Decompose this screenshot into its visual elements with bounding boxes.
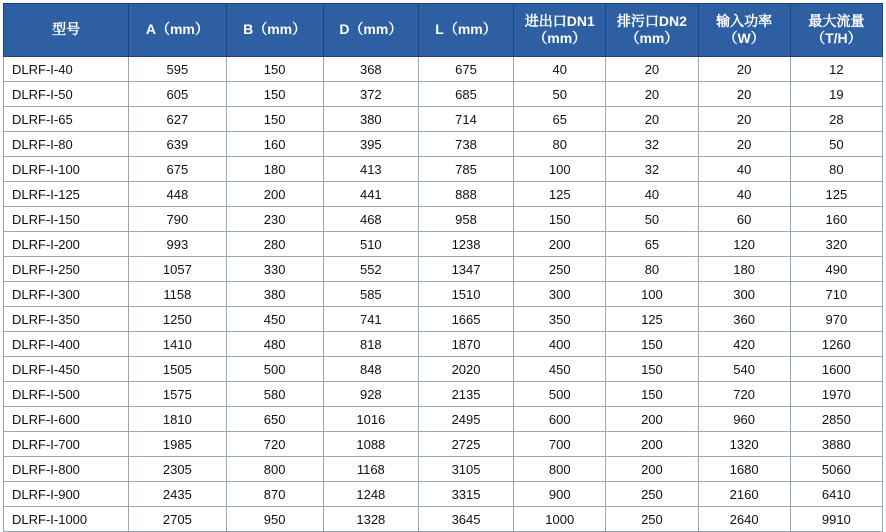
cell-value: 1410 [129,332,226,357]
column-header-line: 最大流量 [808,12,865,29]
table-row [4,382,883,407]
cell-value: 468 [323,207,418,232]
cell-value: 500 [226,357,323,382]
cell-value: 100 [606,282,698,307]
cell-value: 900 [514,482,606,507]
cell-value: 20 [606,107,698,132]
cell-value: 150 [606,332,698,357]
cell-value: 714 [418,107,513,132]
table-row [4,157,883,182]
cell-value: 675 [418,57,513,82]
cell-value: 1260 [790,332,882,357]
table-row [4,107,883,132]
cell-value: 40 [514,57,606,82]
cell-value: 20 [698,57,790,82]
cell-value: 685 [418,82,513,107]
cell-value: 300 [514,282,606,307]
cell-model: DLRF-I-200 [4,232,129,257]
column-header-line: 型号 [52,21,81,38]
cell-value: 180 [226,157,323,182]
cell-value: 605 [129,82,226,107]
cell-value: 960 [698,407,790,432]
cell-value: 650 [226,407,323,432]
cell-value: 50 [790,132,882,157]
cell-model: DLRF-I-50 [4,82,129,107]
cell-value: 585 [323,282,418,307]
cell-value: 120 [698,232,790,257]
cell-model: DLRF-I-600 [4,407,129,432]
cell-value: 450 [514,357,606,382]
cell-value: 320 [790,232,882,257]
cell-value: 595 [129,57,226,82]
table-row [4,357,883,382]
column-header-8 [790,4,882,57]
cell-value: 675 [129,157,226,182]
cell-value: 1970 [790,382,882,407]
column-header-1 [129,4,226,57]
cell-value: 490 [790,257,882,282]
cell-value: 80 [606,257,698,282]
cell-value: 3880 [790,432,882,457]
cell-value: 420 [698,332,790,357]
cell-value: 100 [514,157,606,182]
cell-value: 580 [226,382,323,407]
cell-value: 2020 [418,357,513,382]
cell-value: 400 [514,332,606,357]
cell-value: 3315 [418,482,513,507]
cell-value: 1248 [323,482,418,507]
table-row [4,457,883,482]
cell-value: 150 [606,382,698,407]
cell-value: 200 [226,182,323,207]
cell-value: 2850 [790,407,882,432]
cell-value: 2160 [698,482,790,507]
cell-value: 60 [698,207,790,232]
cell-value: 970 [790,307,882,332]
cell-model: DLRF-I-100 [4,157,129,182]
cell-value: 1320 [698,432,790,457]
column-header-6 [606,4,698,57]
cell-value: 720 [226,432,323,457]
cell-value: 1016 [323,407,418,432]
cell-value: 200 [514,232,606,257]
cell-value: 2435 [129,482,226,507]
cell-value: 80 [790,157,882,182]
cell-value: 993 [129,232,226,257]
cell-value: 958 [418,207,513,232]
cell-value: 150 [226,57,323,82]
cell-value: 888 [418,182,513,207]
cell-value: 818 [323,332,418,357]
cell-value: 150 [226,107,323,132]
cell-model: DLRF-I-1000 [4,507,129,532]
cell-value: 125 [514,182,606,207]
cell-value: 552 [323,257,418,282]
cell-model: DLRF-I-80 [4,132,129,157]
cell-value: 12 [790,57,882,82]
cell-value: 540 [698,357,790,382]
cell-value: 20 [606,57,698,82]
cell-value: 250 [606,482,698,507]
cell-value: 395 [323,132,418,157]
cell-model: DLRF-I-150 [4,207,129,232]
cell-value: 6410 [790,482,882,507]
cell-model: DLRF-I-350 [4,307,129,332]
cell-model: DLRF-I-500 [4,382,129,407]
cell-value: 1238 [418,232,513,257]
cell-value: 65 [514,107,606,132]
table-header [4,4,883,57]
table-row [4,332,883,357]
column-header-4 [418,4,513,57]
cell-value: 1057 [129,257,226,282]
column-header-line: 排污口DN2 [616,12,687,29]
cell-value: 250 [606,507,698,532]
cell-value: 9910 [790,507,882,532]
cell-value: 80 [514,132,606,157]
table-row [4,232,883,257]
cell-value: 800 [514,457,606,482]
cell-value: 2725 [418,432,513,457]
cell-value: 3645 [418,507,513,532]
table-body [4,57,883,532]
column-header-line: 进出口DN1 [524,12,595,29]
table-row [4,82,883,107]
column-header-line: A（mm） [145,21,209,38]
cell-model: DLRF-I-250 [4,257,129,282]
cell-value: 40 [606,182,698,207]
cell-value: 330 [226,257,323,282]
cell-value: 50 [606,207,698,232]
cell-value: 1328 [323,507,418,532]
cell-value: 250 [514,257,606,282]
cell-value: 125 [790,182,882,207]
column-header-line: （T/H） [811,30,862,46]
cell-value: 448 [129,182,226,207]
column-header-line: 输入功率 [716,12,773,29]
cell-value: 125 [606,307,698,332]
cell-value: 2705 [129,507,226,532]
cell-value: 200 [606,457,698,482]
cell-value: 372 [323,82,418,107]
column-header-line: （W） [723,30,765,46]
table-row [4,257,883,282]
cell-model: DLRF-I-125 [4,182,129,207]
cell-value: 510 [323,232,418,257]
cell-value: 1168 [323,457,418,482]
cell-value: 790 [129,207,226,232]
cell-value: 200 [606,432,698,457]
cell-value: 350 [514,307,606,332]
cell-value: 380 [226,282,323,307]
cell-value: 1985 [129,432,226,457]
cell-value: 848 [323,357,418,382]
cell-value: 3105 [418,457,513,482]
cell-value: 1250 [129,307,226,332]
cell-value: 20 [698,82,790,107]
cell-value: 150 [226,82,323,107]
cell-value: 2495 [418,407,513,432]
cell-value: 2135 [418,382,513,407]
column-header-2 [226,4,323,57]
cell-value: 65 [606,232,698,257]
cell-value: 950 [226,507,323,532]
cell-value: 720 [698,382,790,407]
column-header-3 [323,4,418,57]
cell-value: 1810 [129,407,226,432]
cell-value: 150 [606,357,698,382]
cell-value: 1505 [129,357,226,382]
cell-value: 2640 [698,507,790,532]
cell-value: 1575 [129,382,226,407]
table-row [4,182,883,207]
cell-value: 200 [606,407,698,432]
cell-value: 450 [226,307,323,332]
cell-value: 5060 [790,457,882,482]
column-header-0 [4,4,129,57]
column-header-line: B（mm） [243,21,307,38]
cell-value: 230 [226,207,323,232]
column-header-line: L（mm） [435,21,497,38]
column-header-line: （mm） [533,30,587,46]
cell-value: 700 [514,432,606,457]
cell-model: DLRF-I-800 [4,457,129,482]
cell-model: DLRF-I-300 [4,282,129,307]
cell-value: 160 [226,132,323,157]
table-row [4,207,883,232]
table-header-row [4,4,883,57]
specification-table [3,3,883,532]
column-header-line: D（mm） [339,21,403,38]
cell-value: 40 [698,182,790,207]
cell-value: 360 [698,307,790,332]
cell-value: 50 [514,82,606,107]
table-row [4,407,883,432]
cell-value: 1158 [129,282,226,307]
table-row [4,132,883,157]
cell-value: 1510 [418,282,513,307]
cell-value: 480 [226,332,323,357]
cell-value: 180 [698,257,790,282]
cell-value: 928 [323,382,418,407]
cell-model: DLRF-I-65 [4,107,129,132]
cell-value: 40 [698,157,790,182]
cell-value: 441 [323,182,418,207]
table-row [4,482,883,507]
cell-value: 639 [129,132,226,157]
cell-value: 1000 [514,507,606,532]
cell-value: 710 [790,282,882,307]
cell-value: 627 [129,107,226,132]
table-row [4,432,883,457]
table-row [4,282,883,307]
cell-value: 1600 [790,357,882,382]
cell-model: DLRF-I-40 [4,57,129,82]
cell-value: 20 [606,82,698,107]
cell-value: 870 [226,482,323,507]
cell-value: 368 [323,57,418,82]
cell-value: 785 [418,157,513,182]
cell-value: 741 [323,307,418,332]
cell-model: DLRF-I-700 [4,432,129,457]
cell-value: 280 [226,232,323,257]
cell-value: 1665 [418,307,513,332]
column-header-5 [514,4,606,57]
cell-value: 1088 [323,432,418,457]
column-header-line: （mm） [625,30,679,46]
cell-value: 2305 [129,457,226,482]
cell-value: 19 [790,82,882,107]
cell-value: 500 [514,382,606,407]
cell-value: 28 [790,107,882,132]
cell-value: 32 [606,157,698,182]
cell-value: 300 [698,282,790,307]
table-row [4,507,883,532]
cell-value: 800 [226,457,323,482]
cell-value: 738 [418,132,513,157]
cell-value: 20 [698,107,790,132]
cell-value: 600 [514,407,606,432]
table-row [4,307,883,332]
cell-value: 380 [323,107,418,132]
cell-value: 1347 [418,257,513,282]
cell-value: 1870 [418,332,513,357]
cell-value: 1680 [698,457,790,482]
cell-value: 20 [698,132,790,157]
table-row [4,57,883,82]
cell-model: DLRF-I-400 [4,332,129,357]
cell-value: 150 [514,207,606,232]
cell-value: 32 [606,132,698,157]
cell-model: DLRF-I-450 [4,357,129,382]
cell-value: 160 [790,207,882,232]
column-header-7 [698,4,790,57]
cell-model: DLRF-I-900 [4,482,129,507]
cell-value: 413 [323,157,418,182]
